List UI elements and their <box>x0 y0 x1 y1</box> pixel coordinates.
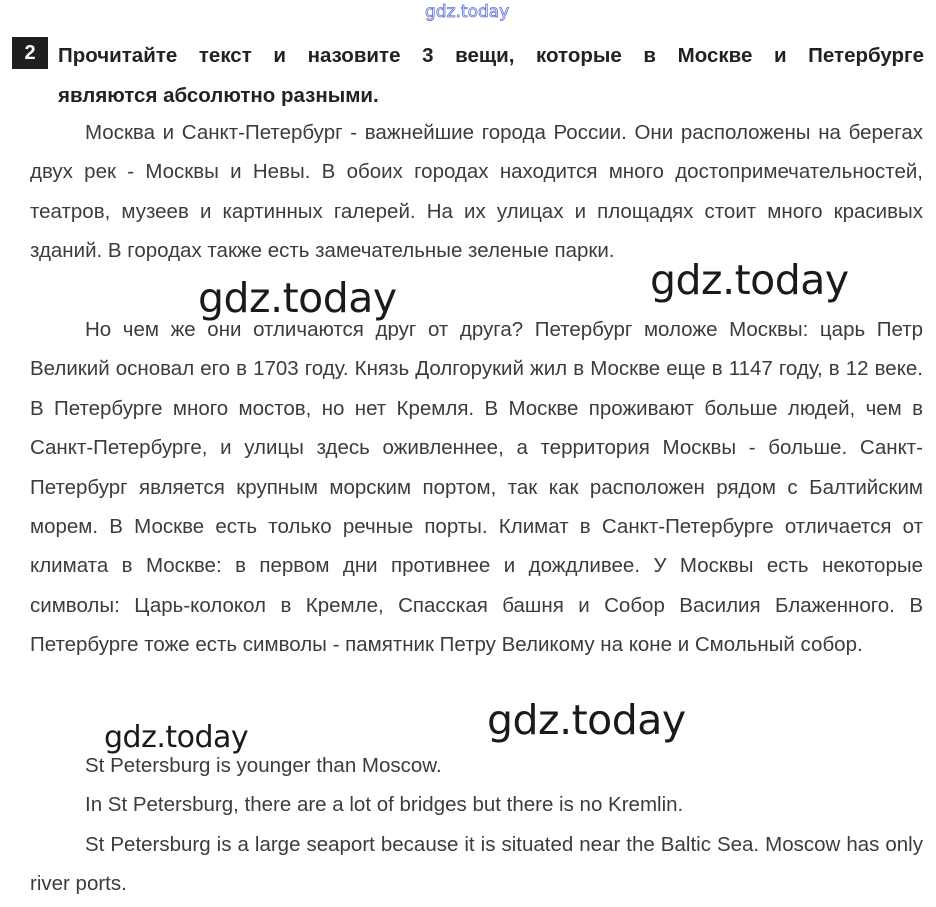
watermark-lower-right: gdz.today <box>487 696 686 744</box>
answer-1: St Petersburg is younger than Moscow. <box>85 754 442 777</box>
watermark-top: gdz.today <box>425 2 510 22</box>
watermark-mid-right: gdz.today <box>650 256 849 304</box>
text-paragraph-2: Но чем же они отличаются друг от друга? Петербург моложе Москвы: царь Петр Великий основал его в 1703 году. Князь Долгорукий жил в Москве еще в 1147 году, в 12 веке. В Петербурге много мостов, но нет Кремля. В Москве проживают больше людей, чем в Санкт-Петербурге, и улицы здесь оживленнее, а территория Москвы - больше. Санкт-Петербург является крупным морским портом, так как расположен рядом с Балтийским морем. В Москве есть только речные порты. Климат в Санкт-Петербурге отличается от климата в Москве: в первом дни противнее и дождливее. У Москвы есть некоторые символы: Царь-колокол в Кремле, Спасская башня и Собор Василия Блаженного. В Петербурге тоже есть символы - памятник Петру Великому на коне и Смольный собор. <box>30 318 923 657</box>
text-paragraph-1: Москва и Санкт-Петербург - важнейшие города России. Они расположены на берегах двух рек - Москвы и Невы. В обоих городах находится много достопримечательностей, театров, музеев и картинных галерей. На их улицах и площадях стоит много красивых зданий. В городах также есть замечательные зеленые парки. <box>30 121 923 263</box>
watermark-mid-left: gdz.today <box>198 274 397 322</box>
answer-3: St Petersburg is a large seaport because it is situated near the Baltic Sea. Moscow has only river ports. <box>30 832 923 896</box>
exercise-number-badge: 2 <box>12 37 48 69</box>
answers-block <box>30 746 923 904</box>
instruction-line-1: Прочитайте текст и назовите 3 вещи, которые в Москве и Петербурге <box>58 44 924 67</box>
watermark-lower-left: gdz.today <box>104 720 249 755</box>
instruction-line-2: являются абсолютно разными. <box>58 84 379 107</box>
answer-2: In St Petersburg, there are a lot of bridges but there is no Kremlin. <box>85 793 684 817</box>
exercise-instruction <box>58 36 924 116</box>
